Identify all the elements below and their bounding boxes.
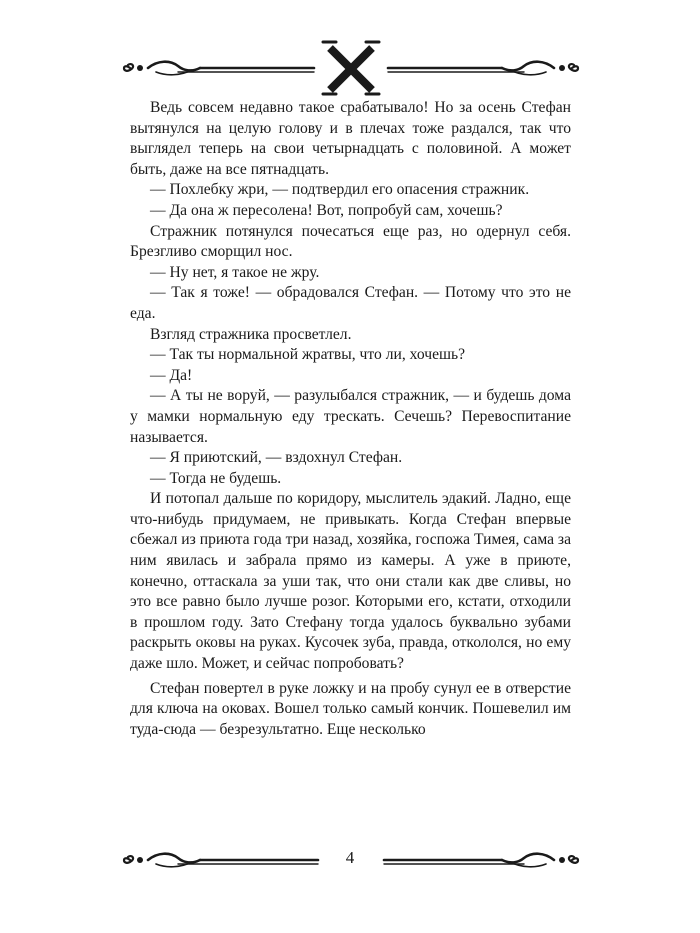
paragraph: — Так я тоже! — обрадовался Стефан. — Потому что это не еда.: [130, 284, 571, 322]
paragraph: Ведь совсем недавно такое срабатывало! Но за осень Стефан вытянулся на целую голову и в плечах тоже раздался, так что выглядел теперь на свои четырнадцать с половиной. А может быть, даже на все пятнадцать.: [130, 99, 571, 178]
paragraph: — Да она ж пересолена! Вот, попробуй сам, хочешь?: [150, 201, 503, 219]
paragraph: Стефан повертел в руке ложку и на пробу сунул ее в отверстие для ключа на оковах. Вошел только самый кончик. Пошевелил им туда-сюда — безрезультатно. Еще несколько: [130, 679, 571, 738]
paragraph: — Так ты нормальной жратвы, что ли, хочешь?: [150, 346, 466, 364]
paragraph: — Я приютский, — вздохнул Стефан.: [150, 449, 403, 467]
paragraph: — Похлебку жри, — подтвердил его опасения стражник.: [150, 181, 530, 199]
paragraph: Стражник потянулся почесаться еще раз, но одернул себя. Брезгливо сморщил нос.: [130, 222, 571, 261]
body-text: [130, 98, 571, 740]
paragraph: — Ну нет, я такое не жру.: [150, 263, 320, 281]
paragraph: — Да!: [150, 366, 193, 384]
paragraph: Взгляд стражника просветлел.: [150, 325, 352, 343]
paragraph: — А ты не воруй, — разулыбался стражник, — и будешь дома у мамки нормальную еду трескать. Сечешь? Перевоспитание называется.: [130, 387, 571, 446]
paragraph: — Тогда не будешь.: [150, 469, 282, 487]
top-ornament: [118, 36, 584, 100]
paragraph: И потопал дальше по коридору, мыслитель эдакий. Ладно, еще что-нибудь придумаем, не привыкать. Когда Стефан впервые сбежал из приюта года три назад, хозяйка, госпожа Тимея, сама за ним явилась и забрала прямо из камеры. А уже в приюте, конечно, оттаскала за уши так, что они стали как две сливы, но это все равно было лучше розог. Которыми его, кстати, отходили в прошлом году. Зато Стефану тогда удалось буквально зубами раскрыть оковы на руках. Кусочек зуба, правда, откололся, но ему даже шло. Может, и сейчас попробовать?: [130, 490, 571, 673]
page-number: 4: [345, 848, 355, 867]
